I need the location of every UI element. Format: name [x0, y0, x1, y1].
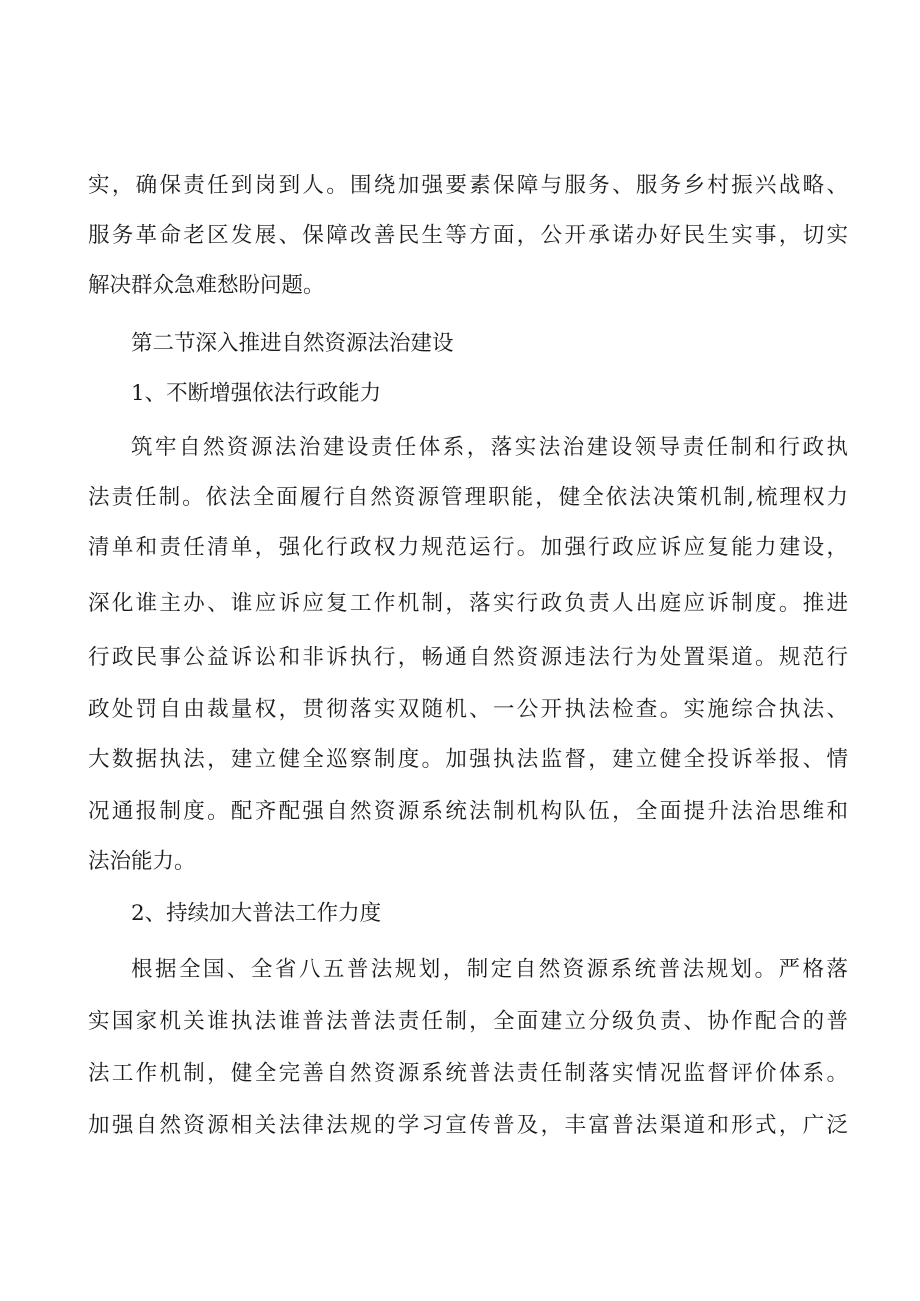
subheading-1: 1、不断增强依法行政能力 [131, 381, 382, 406]
paragraph-intro-line-2: 服务革命老区发展、保障改善民生等方面，公开承诺办好民生实事，切实 [88, 223, 848, 248]
paragraph-1-line-1: 筑牢自然资源法治建设责任体系，落实法治建设领导责任制和行政执 [131, 435, 848, 460]
paragraph-1-line-9: 法治能力。 [88, 849, 196, 874]
paragraph-1-line-4: 深化谁主办、谁应诉应复工作机制，落实行政负责人出庭应诉制度。推进 [88, 591, 848, 616]
paragraph-1-line-8: 况通报制度。配齐配强自然资源系统法制机构队伍，全面提升法治思维和 [88, 799, 848, 824]
paragraph-1-line-6: 政处罚自由裁量权，贯彻落实双随机、一公开执法检查。实施综合执法、 [88, 697, 848, 722]
paragraph-2-line-2: 实国家机关谁执法谁普法普法责任制，全面建立分级负责、协作配合的普 [88, 1009, 848, 1034]
paragraph-2-line-3: 法工作机制，健全完善自然资源系统普法责任制落实情况监督评价体系。 [88, 1061, 848, 1086]
paragraph-1-line-3: 清单和责任清单，强化行政权力规范运行。加强行政应诉应复能力建设， [88, 535, 848, 560]
paragraph-intro-line-1: 实，确保责任到岗到人。围绕加强要素保障与服务、服务乡村振兴战略、 [88, 173, 848, 198]
subheading-2: 2、持续加大普法工作力度 [131, 901, 382, 926]
paragraph-2-line-1: 根据全国、全省八五普法规划，制定自然资源系统普法规划。严格落 [131, 957, 848, 982]
paragraph-1-line-5: 行政民事公益诉讼和非诉执行，畅通自然资源违法行为处置渠道。规范行 [88, 645, 848, 670]
section-heading: 第二节深入推进自然资源法治建设 [131, 331, 454, 356]
paragraph-intro-line-3: 解决群众急难愁盼问题。 [88, 273, 325, 298]
paragraph-2-line-4: 加强自然资源相关法律法规的学习宣传普及，丰富普法渠道和形式，广泛 [88, 1113, 848, 1138]
paragraph-1-line-2: 法责任制。依法全面履行自然资源管理职能，健全依法决策机制,梳理权力 [88, 485, 848, 510]
paragraph-1-line-7: 大数据执法，建立健全巡察制度。加强执法监督，建立健全投诉举报、情 [88, 747, 848, 772]
